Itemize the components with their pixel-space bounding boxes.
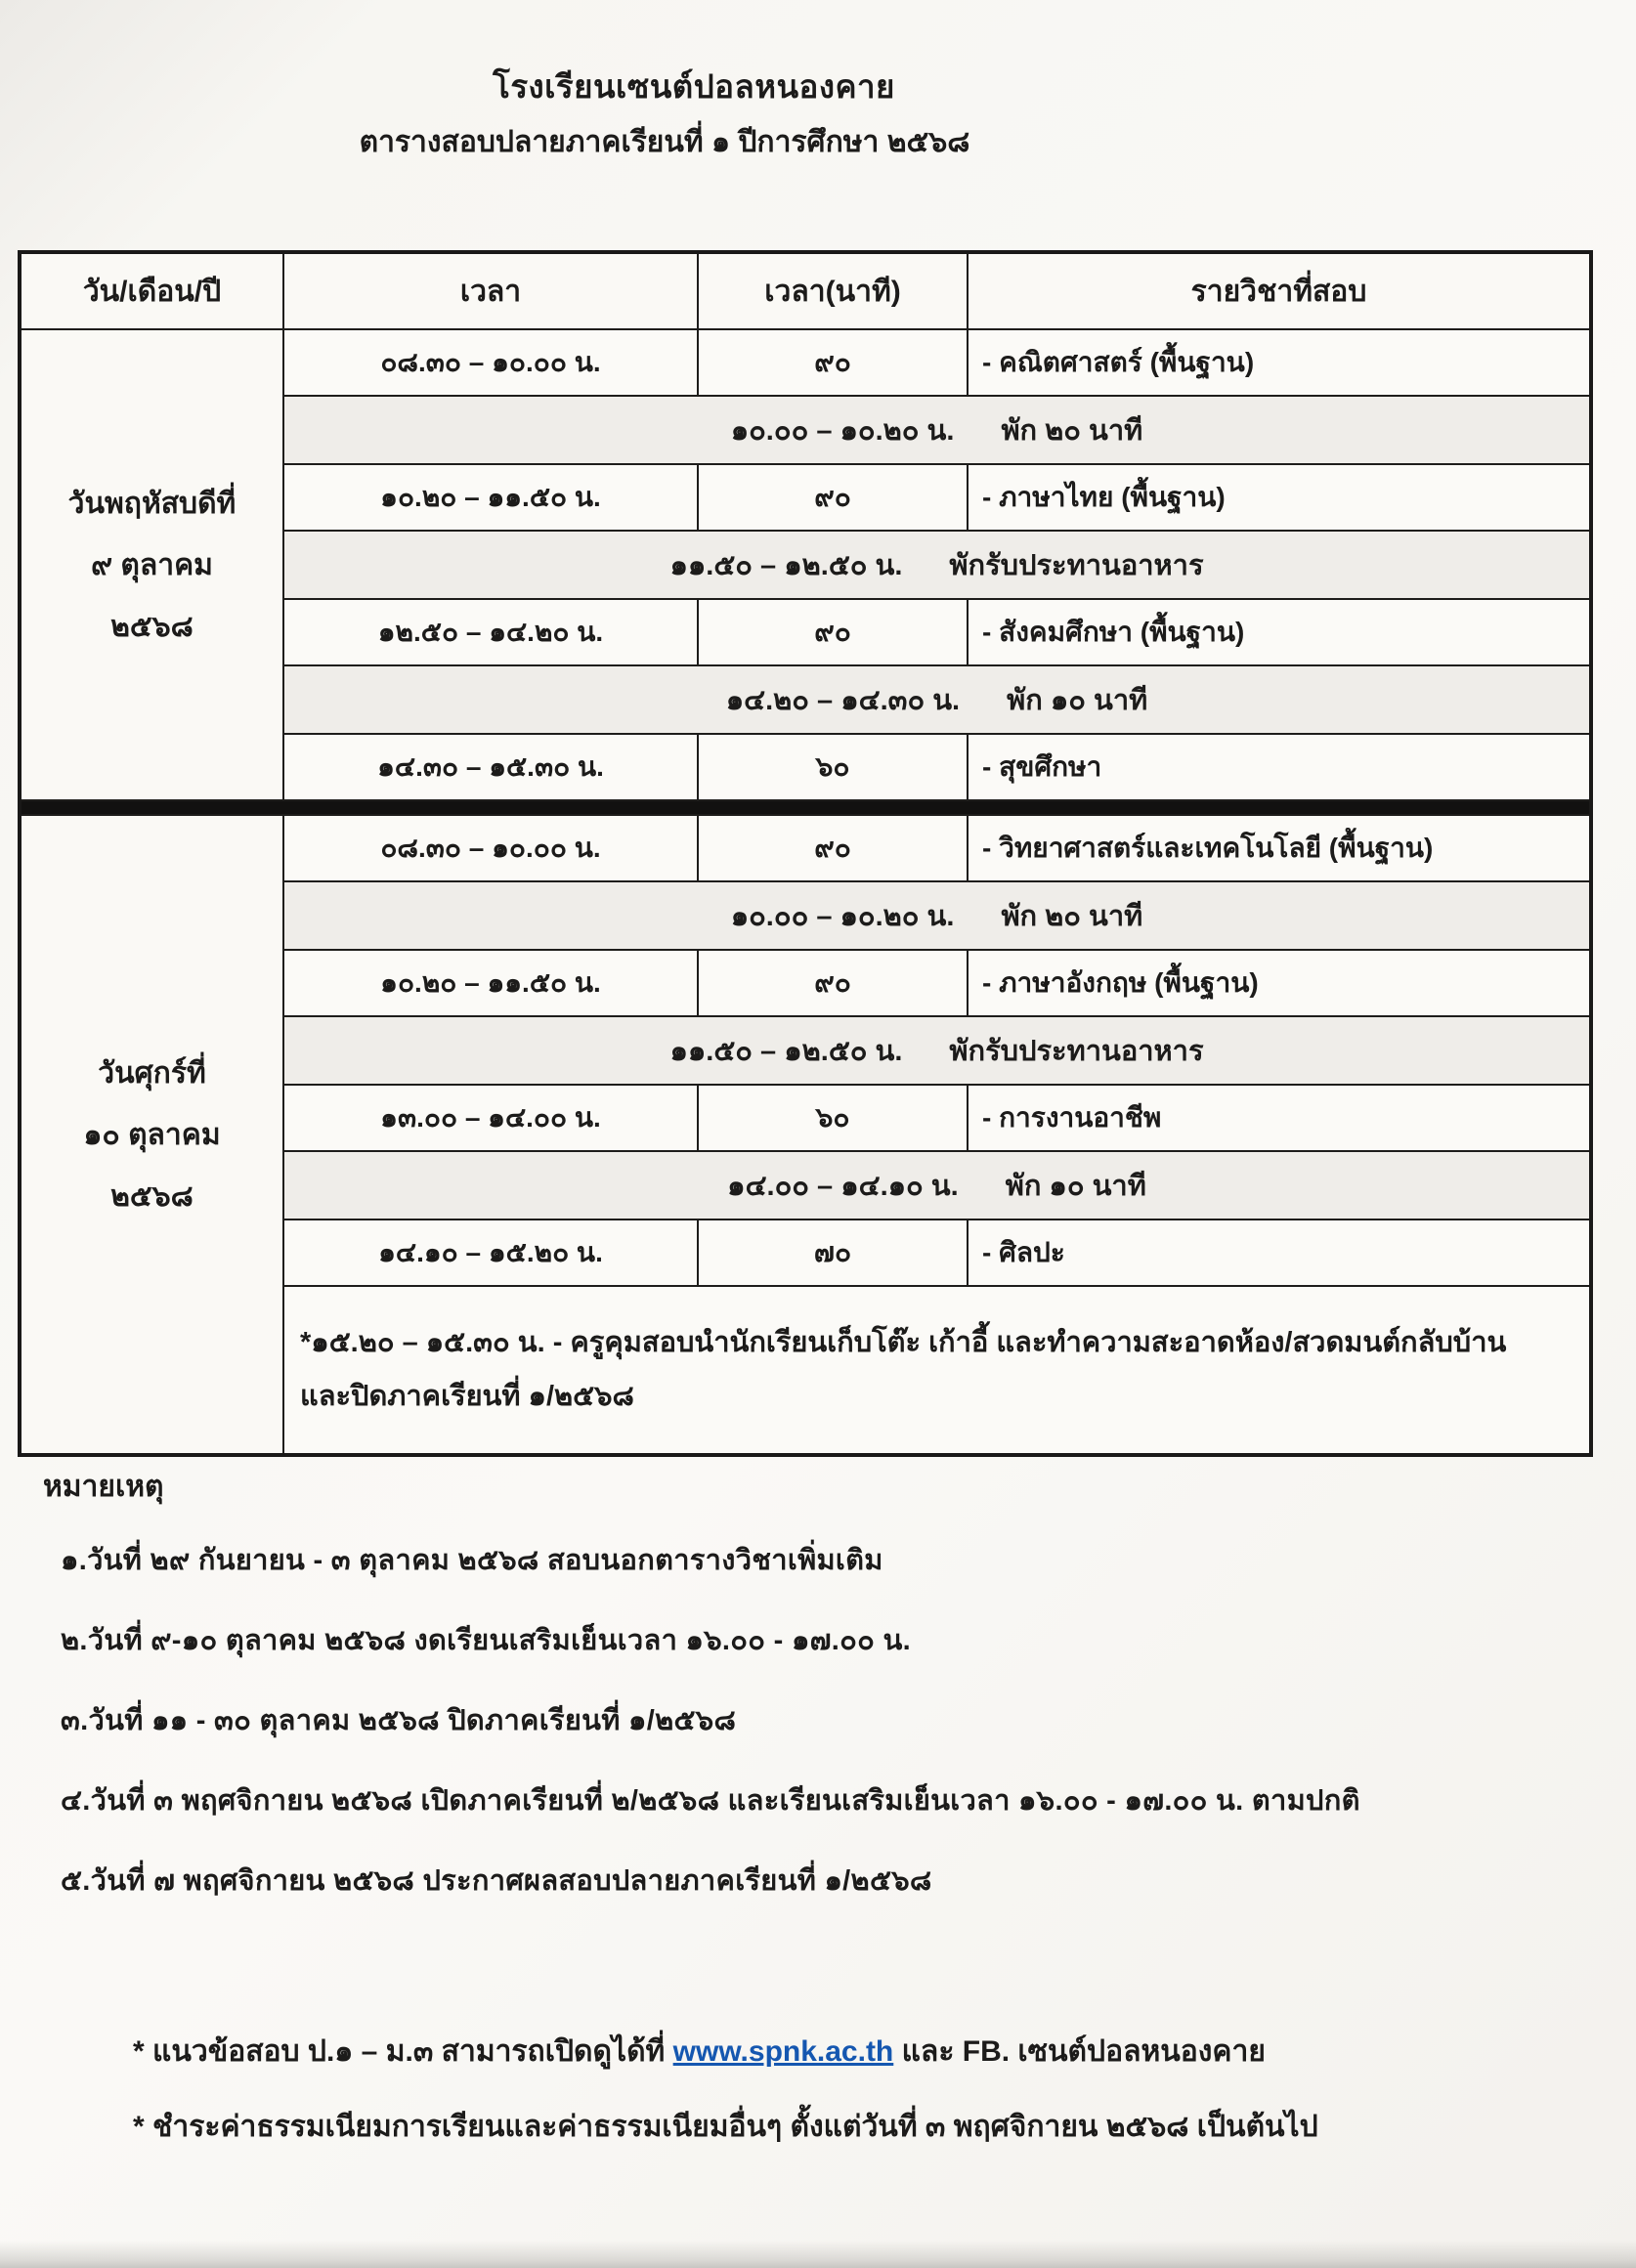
time-cell: ๐๘.๓๐ – ๑๐.๐๐ น. bbox=[283, 329, 698, 396]
subject-cell: - ภาษาไทย (พื้นฐาน) bbox=[968, 464, 1591, 531]
minutes-cell: ๙๐ bbox=[698, 329, 968, 396]
minutes-cell: ๗๐ bbox=[698, 1220, 968, 1286]
header-subject-column: รายวิชาที่สอบ bbox=[968, 252, 1591, 329]
table-footer-line: *๑๕.๒๐ – ๑๕.๓๐ น. - ครูคุมสอบนำนักเรียนเก็บโต๊ะ เก้าอี้ และทำความสะอาดห้อง/สวดมนต์กลับบ้าน bbox=[300, 1326, 1507, 1358]
day-line: วันศุกร์ที่ bbox=[98, 1056, 206, 1090]
break-time: ๑๔.๐๐ – ๑๔.๑๐ น. bbox=[727, 1171, 959, 1202]
day-line: ๒๕๖๘ bbox=[110, 610, 194, 643]
time-cell: ๑๔.๓๐ – ๑๕.๓๐ น. bbox=[283, 734, 698, 800]
break-time: ๑๑.๕๐ – ๑๒.๕๐ น. bbox=[669, 1036, 903, 1067]
website-link: www.spnk.ac.th bbox=[672, 2035, 894, 2068]
break-time: ๑๑.๕๐ – ๑๒.๕๐ น. bbox=[669, 550, 903, 581]
note-item: ๕.วันที่ ๗ พฤศจิกายน ๒๕๖๘ ประกาศผลสอบปลายภาคเรียนที่ ๑/๒๕๖๘ bbox=[61, 1865, 932, 1897]
header-minutes-column: เวลา(นาที) bbox=[698, 252, 968, 329]
break-cell bbox=[283, 531, 1591, 599]
subject-cell: - สังคมศึกษา (พื้นฐาน) bbox=[968, 599, 1591, 665]
break-time: ๑๐.๐๐ – ๑๐.๒๐ น. bbox=[730, 901, 955, 932]
scan-bottom-edge bbox=[0, 2241, 1636, 2268]
notes-heading: หมายเหตุ bbox=[43, 1471, 164, 1503]
day-line: ๙ ตุลาคม bbox=[91, 548, 213, 581]
break-label: พักรับประทานอาหาร bbox=[949, 1036, 1204, 1067]
time-cell: ๑๔.๑๐ – ๑๕.๒๐ น. bbox=[283, 1220, 698, 1286]
break-label: พัก ๒๐ นาที bbox=[1001, 901, 1143, 932]
footnote-suffix: และ FB. เซนต์ปอลหนองคาย bbox=[893, 2035, 1266, 2068]
break-label: พัก ๒๐ นาที bbox=[1001, 415, 1143, 447]
day-line: ๑๐ ตุลาคม bbox=[83, 1118, 221, 1151]
subject-cell: - คณิตศาสตร์ (พื้นฐาน) bbox=[968, 329, 1591, 396]
subject-cell: - ภาษาอังกฤษ (พื้นฐาน) bbox=[968, 950, 1591, 1016]
day-line: วันพฤหัสบดีที่ bbox=[67, 487, 237, 520]
minutes-cell: ๙๐ bbox=[698, 950, 968, 1016]
break-cell bbox=[283, 665, 1591, 734]
time-cell: ๑๓.๐๐ – ๑๔.๐๐ น. bbox=[283, 1085, 698, 1151]
break-cell bbox=[283, 1016, 1591, 1085]
minutes-cell: ๙๐ bbox=[698, 599, 968, 665]
table-footer-note bbox=[283, 1286, 1591, 1455]
note-item: ๓.วันที่ ๑๑ - ๓๐ ตุลาคม ๒๕๖๘ ปิดภาคเรียนที่ ๑/๒๕๖๘ bbox=[61, 1705, 737, 1736]
subject-cell: - การงานอาชีพ bbox=[968, 1085, 1591, 1151]
time-cell: ๑๒.๕๐ – ๑๔.๒๐ น. bbox=[283, 599, 698, 665]
table-header-row bbox=[20, 252, 1591, 329]
break-time: ๑๔.๒๐ – ๑๔.๓๐ น. bbox=[725, 685, 961, 716]
time-cell: ๐๘.๓๐ – ๑๐.๐๐ น. bbox=[283, 815, 698, 881]
table-footer-line: และปิดภาคเรียนที่ ๑/๒๕๖๘ bbox=[300, 1381, 634, 1412]
note-item: ๑.วันที่ ๒๙ กันยายน - ๓ ตุลาคม ๒๕๖๘ สอบนอกตารางวิชาเพิ่มเติม bbox=[61, 1545, 883, 1576]
exam-row bbox=[20, 815, 1591, 881]
footnote-prefix: * แนวข้อสอบ ป.๑ – ม.๓ สามารถเปิดดูได้ที่ bbox=[133, 2035, 673, 2068]
schedule-title: ตารางสอบปลายภาคเรียนที่ ๑ ปีการศึกษา ๒๕๖๘ bbox=[359, 126, 970, 158]
break-time: ๑๐.๐๐ – ๑๐.๒๐ น. bbox=[730, 415, 955, 447]
header-date-column: วัน/เดือน/ปี bbox=[20, 252, 283, 329]
day-cell bbox=[20, 329, 283, 800]
header-time-column: เวลา bbox=[283, 252, 698, 329]
minutes-cell: ๙๐ bbox=[698, 464, 968, 531]
day-cell bbox=[20, 815, 283, 1455]
break-label: พัก ๑๐ นาที bbox=[1005, 1171, 1146, 1202]
break-cell bbox=[283, 396, 1591, 464]
subject-cell: - สุขศึกษา bbox=[968, 734, 1591, 800]
exam-schedule-table bbox=[18, 250, 1593, 1457]
minutes-cell: ๙๐ bbox=[698, 815, 968, 881]
footnote-exam-guide bbox=[133, 2029, 1599, 2075]
section-divider bbox=[20, 800, 1591, 815]
note-item: ๒.วันที่ ๙-๑๐ ตุลาคม ๒๕๖๘ งดเรียนเสริมเย็นเวลา ๑๖.๐๐ - ๑๗.๐๐ น. bbox=[61, 1625, 911, 1656]
break-label: พักรับประทานอาหาร bbox=[949, 550, 1204, 581]
break-label: พัก ๑๐ นาที bbox=[1007, 685, 1148, 716]
note-item: ๔.วันที่ ๓ พฤศจิกายน ๒๕๖๘ เปิดภาคเรียนที่ ๒/๒๕๖๘ และเรียนเสริมเย็นเวลา ๑๖.๐๐ - ๑๗.๐๐ น. ตามปกติ bbox=[61, 1785, 1360, 1817]
break-cell bbox=[283, 1151, 1591, 1220]
exam-row bbox=[20, 329, 1591, 396]
time-cell: ๑๐.๒๐ – ๑๑.๕๐ น. bbox=[283, 950, 698, 1016]
break-cell bbox=[283, 881, 1591, 950]
school-name: โรงเรียนเซนต์ปอลหนองคาย bbox=[493, 68, 895, 105]
day-line: ๒๕๖๘ bbox=[110, 1179, 194, 1213]
time-cell: ๑๐.๒๐ – ๑๑.๕๐ น. bbox=[283, 464, 698, 531]
subject-cell: - วิทยาศาสตร์และเทคโนโลยี (พื้นฐาน) bbox=[968, 815, 1591, 881]
notes-section bbox=[43, 1464, 1587, 1938]
minutes-cell: ๖๐ bbox=[698, 1085, 968, 1151]
section-divider-bar bbox=[20, 800, 1591, 815]
minutes-cell: ๖๐ bbox=[698, 734, 968, 800]
subject-cell: - ศิลปะ bbox=[968, 1220, 1591, 1286]
footnotes-section bbox=[133, 2029, 1599, 2179]
footnote-fees: * ชำระค่าธรรมเนียมการเรียนและค่าธรรมเนียมอื่นๆ ตั้งแต่วันที่ ๓ พฤศจิกายน ๒๕๖๘ เป็นต้นไป bbox=[133, 2111, 1318, 2143]
